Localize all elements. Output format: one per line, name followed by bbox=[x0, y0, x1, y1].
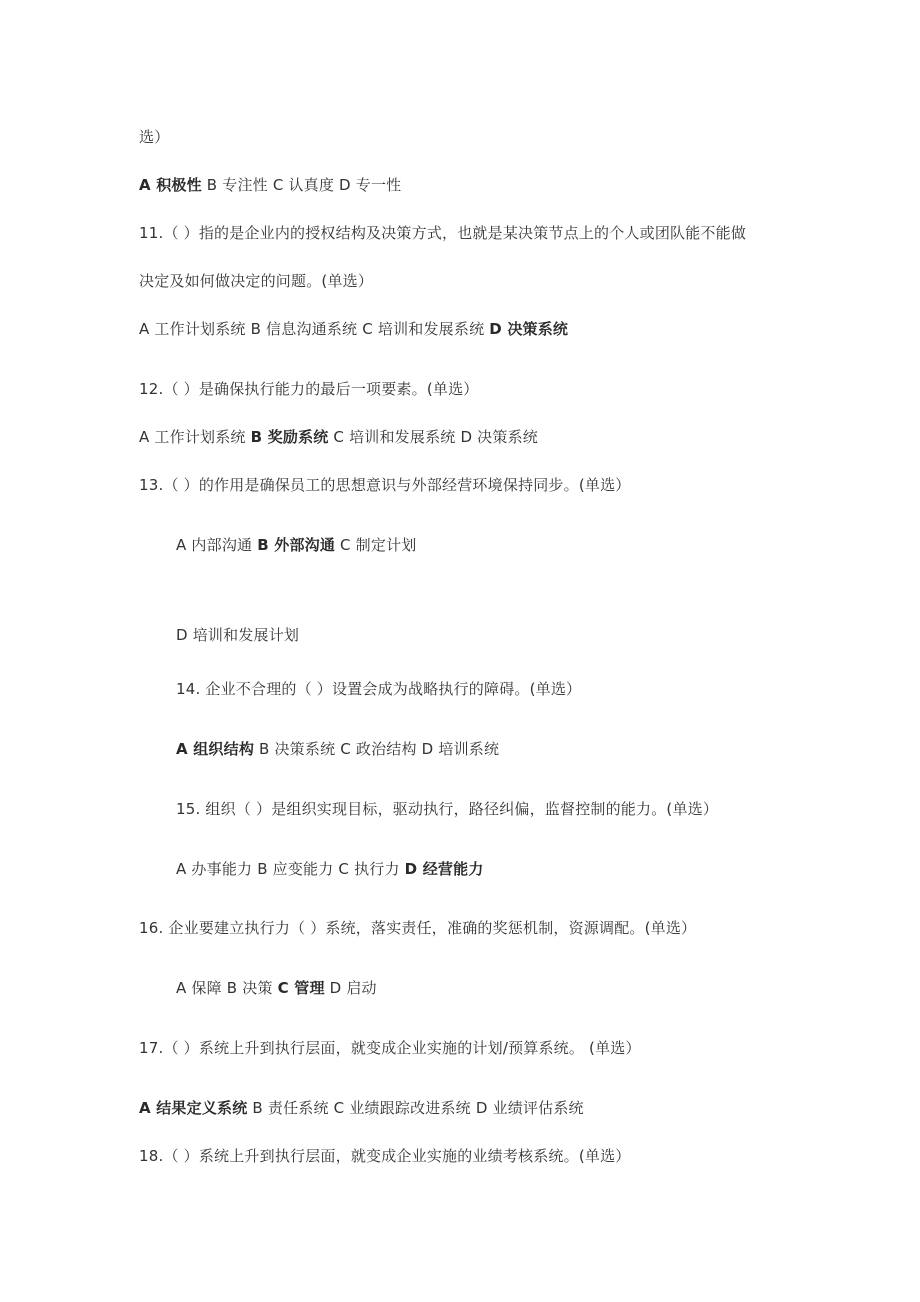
line-text: D 培训和发展计划 bbox=[176, 626, 300, 644]
line-text: A 工作计划系统 bbox=[139, 428, 251, 446]
line-text: A 办事能力 B 应变能力 C 执行力 bbox=[176, 860, 405, 878]
answer-line-13a bbox=[176, 535, 416, 555]
line-text: 12.（ ）是确保执行能力的最后一项要素。(单选） bbox=[139, 380, 479, 398]
question-11-line-1 bbox=[139, 223, 746, 243]
question-13 bbox=[139, 475, 630, 495]
correct-answer-text: D 经营能力 bbox=[404, 860, 484, 878]
answer-line-10 bbox=[139, 175, 401, 195]
line-text: B 专注性 C 认真度 D 专一性 bbox=[201, 176, 402, 194]
question-18 bbox=[139, 1146, 630, 1166]
answer-line-14 bbox=[176, 739, 499, 759]
text-line-1 bbox=[139, 127, 169, 147]
line-text: 13.（ ）的作用是确保员工的思想意识与外部经营环境保持同步。(单选） bbox=[139, 476, 631, 494]
question-11-line-2 bbox=[139, 271, 373, 291]
line-text: B 责任系统 C 业绩跟踪改进系统 D 业绩评估系统 bbox=[247, 1099, 584, 1117]
line-text: 17.（ ）系统上升到执行层面，就变成企业实施的计划/预算系统。 (单选） bbox=[139, 1039, 641, 1057]
line-text: A 保障 B 决策 bbox=[176, 979, 278, 997]
question-15 bbox=[176, 799, 718, 819]
answer-line-11 bbox=[139, 319, 568, 339]
line-text: C 培训和发展系统 D 决策系统 bbox=[328, 428, 538, 446]
correct-answer-text: C 管理 bbox=[277, 979, 325, 997]
question-12 bbox=[139, 379, 478, 399]
line-text: C 制定计划 bbox=[335, 536, 417, 554]
line-text: B 决策系统 C 政治结构 D 培训系统 bbox=[254, 740, 500, 758]
answer-line-13b bbox=[176, 625, 299, 645]
question-14 bbox=[176, 679, 581, 699]
line-text: D 启动 bbox=[324, 979, 377, 997]
answer-line-17 bbox=[139, 1098, 584, 1118]
correct-answer-text: B 奖励系统 bbox=[250, 428, 329, 446]
answer-line-15 bbox=[176, 859, 484, 879]
correct-answer-text: A 积极性 bbox=[139, 176, 202, 194]
correct-answer-text: A 结果定义系统 bbox=[139, 1099, 248, 1117]
line-text: 选） bbox=[139, 128, 170, 146]
line-text: A 内部沟通 bbox=[176, 536, 258, 554]
line-text: 15. 组织（ ）是组织实现目标，驱动执行，路径纠偏，监督控制的能力。(单选） bbox=[176, 800, 719, 818]
answer-line-16 bbox=[176, 978, 377, 998]
answer-line-12 bbox=[139, 427, 538, 447]
line-text: 14. 企业不合理的（ ）设置会成为战略执行的障碍。(单选） bbox=[176, 680, 582, 698]
line-text: 18.（ ）系统上升到执行层面，就变成企业实施的业绩考核系统。(单选） bbox=[139, 1147, 631, 1165]
line-text: 决定及如何做决定的问题。(单选） bbox=[139, 272, 374, 290]
line-text: 16. 企业要建立执行力（ ）系统，落实责任，准确的奖惩机制，资源调配。(单选） bbox=[139, 919, 697, 937]
question-16 bbox=[139, 918, 696, 938]
line-text: A 工作计划系统 B 信息沟通系统 C 培训和发展系统 bbox=[139, 320, 490, 338]
line-text: 11.（ ）指的是企业内的授权结构及决策方式，也就是某决策节点上的个人或团队能不能做 bbox=[139, 224, 747, 242]
correct-answer-text: D 决策系统 bbox=[489, 320, 569, 338]
correct-answer-text: B 外部沟通 bbox=[257, 536, 336, 554]
correct-answer-text: A 组织结构 bbox=[176, 740, 255, 758]
question-17 bbox=[139, 1038, 641, 1058]
